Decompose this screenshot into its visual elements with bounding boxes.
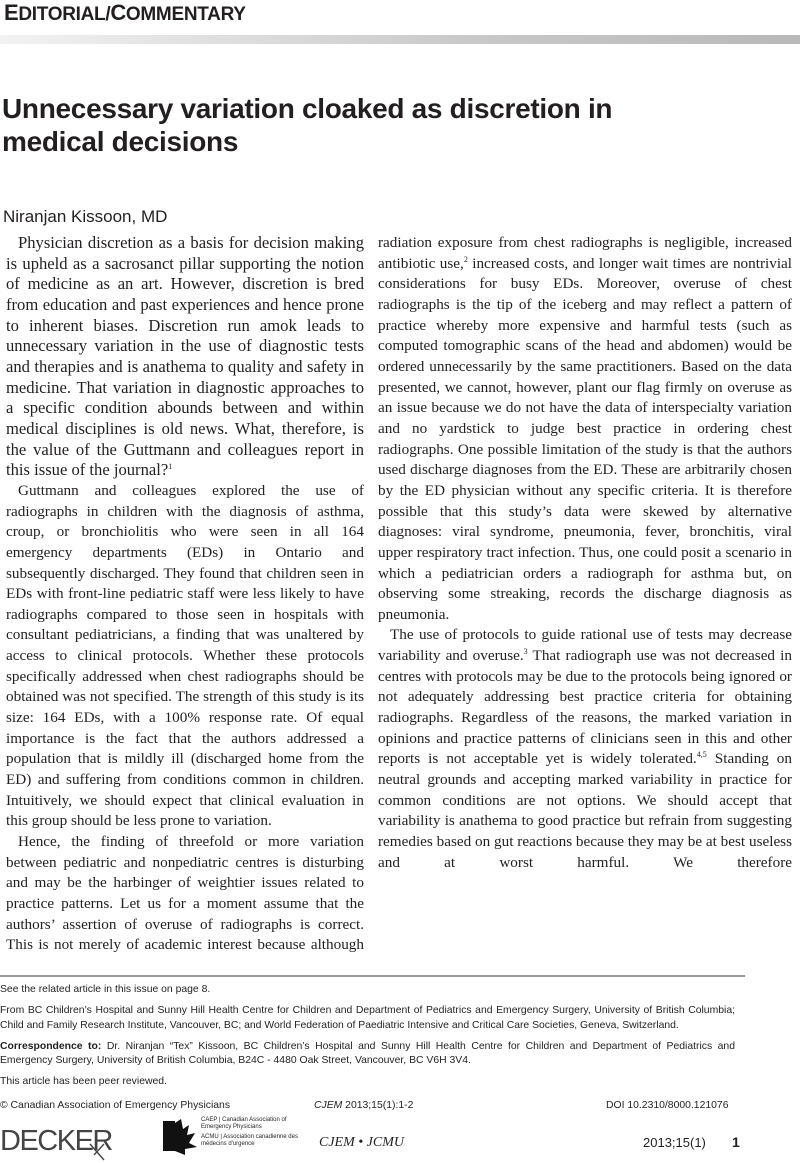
related-article-note: See the related article in this issue on page 8. (0, 983, 211, 995)
citation (314, 1099, 606, 1113)
correspondence-text: Dr. Niranjan “Tex” Kissoon, BC Children’s Hospital and Sunny Hill Health Centre for Children and Department of Pediatrics and Emergency Surgery, University of British Columbia, B24C - 4480 Oak Street, Vancouver, BC V6H 3V4. (0, 1040, 735, 1067)
body-column-left (6, 233, 364, 956)
reference-superscript: 1 (168, 462, 173, 472)
citation-journal: CJEM (314, 1099, 343, 1111)
body-columns (0, 233, 800, 956)
paragraph-text: The use of protocols to guide rational use of tests may decrease variability and overuse. (378, 626, 792, 665)
decker-rx-mark (88, 1143, 108, 1161)
body-paragraph (6, 233, 364, 481)
section-heading: EDITORIAL/COMMENTARY (4, 0, 246, 25)
paragraph-text: radiation exposure from chest radiographs is negligible, increased antibiotic use, (378, 234, 792, 272)
article-flow (0, 233, 800, 1163)
copyright: © Canadian Association of Emergency Physicians (0, 1099, 231, 1111)
header-rule (0, 35, 800, 44)
correspondence-note (0, 1040, 735, 1069)
body-paragraph (6, 481, 364, 832)
paragraph-text: Hence, the finding of threefold or more variation between pediatric and nonpediatric centres is disturbing and may be the harbinger of weightier issues related to practice patterns. Let us for a moment assume that the authors’ assertion of overuse of radiographs is correct. This is not merely of academic interest because although (6, 833, 364, 954)
caep-logo-text-fr: ACMU | Association canadienne des médecins d'urgence (201, 1133, 298, 1147)
caep-logo-text-en: CAEP | Canadian Association of Emergency Physicians (201, 1116, 287, 1130)
paragraph-text: increased costs, and longer wait times are nontrivial considerations for busy EDs. Moreover, overuse of chest radiographs is the tip of the iceberg and may reflect a pattern of practice whereby more expensive and harmful tests (such as computed tomographic scans of the head and abdomen) would be ordered unnecessarily by the same practitioners. Based on the data presented, we cannot, however, plant our flag firmly on overuse as an issue because we do not have the data of interspecialty variation and no yardstick to judge best practice in ordering chest radiographs. One possible limitation of the study is that the authors used discharge diagnoses from the ED. These are arbitrarily chosen by the ED physician without any specific criteria. It is therefore possible that this study’s data were skewed by alternative diagnoses: viral syndrome, pneumonia, fever, bronchitis, viral upper respiratory tract infection. Thus, one could posit a scenario in which a pediatrician orders a radiograph for asthma but, on observing some streaking, records the discharge diagnosis as pneumonia. (378, 254, 793, 623)
caep-logo (163, 1117, 311, 1155)
decker-logo: DECKER (0, 1124, 112, 1157)
reference-superscript: 2 (463, 254, 468, 264)
reference-superscript: 3 (523, 647, 528, 657)
volume-issue: 2013;15(1) (643, 1134, 706, 1150)
page-number: 1 (732, 1133, 740, 1150)
correspondence-label: Correspondence to: (0, 1040, 102, 1052)
article-title: Unnecessary variation cloaked as discretion in medical decisions (2, 93, 613, 157)
caep-maple-leaf-icon (163, 1117, 197, 1155)
doi: DOI 10.2310/8000.121076 (606, 1099, 729, 1111)
body-paragraph (378, 625, 792, 873)
reference-superscript: 4,5 (696, 750, 707, 760)
body-paragraph (6, 832, 364, 956)
page-footer (0, 1115, 800, 1163)
affiliation-note: From BC Children’s Hospital and Sunny Hill Health Centre for Children and Department of Pediatrics and Emergency Surgery, University of British Columbia; Child and Family Research Institute, Vancouver, BC; and World Federation of Paediatric Intensive and Critical Care Societies, Geneva, Switzerland. (0, 1005, 735, 1031)
body-column-right (378, 233, 792, 873)
citation-details: 2013;15(1):1-2 (342, 1099, 414, 1111)
paragraph-text: Standing on neutral grounds and accepting marked variability in practice for common conditions are not options. We should accept that variability is anathema to good practice but refrain from suggesting remedies based on gut reactions because they may be at best useless and at worst harmful. We therefore (378, 750, 792, 871)
journal-name: CJEM • JCMU (319, 1134, 404, 1150)
paragraph-text: Guttmann and colleagues explored the use of radiographs in children with the diagnosis of asthma, croup, or bronchiolitis who were seen in all 164 emergency departments (EDs) in Ontario and subsequently discharged. They found that children seen in EDs with front-line pediatric staff were less likely to have radiographs compared to those seen in hospitals with consultant pediatricians, a finding that was unaltered by access to clinical protocols. Whether these protocols specifically addressed when chest radiographs should be obtained was not specified. The strength of this study is its size: 164 EDs, with a 100% response rate. Of equal importance is the fact that the authors addressed a population that is mildly ill (discharged home from the ED) and suffering from conditions common in children. Intuitively, we should expect that clinical evaluation in this group should be less prone to variation. (6, 481, 364, 830)
peer-review-note: This article has been peer reviewed. (0, 1076, 167, 1088)
citation-row (0, 1099, 735, 1113)
author-byline: Niranjan Kissoon, MD (3, 207, 168, 226)
body-paragraph (378, 233, 792, 625)
paragraph-text: Physician discretion as a basis for decision making is upheld as a sacrosanct pillar supporting the notion of medicine as an art. However, discretion is bred from education and past experiences and hence prone to inherent biases. Discretion run amok leads to unnecessary variation in the use of diagnostic tests and therapies and is anathema to quality and safety in medicine. That variation in diagnostic approaches to a specific condition abounds between and within medical disciplines is old news. What, therefore, is the value of the Guttmann and colleagues report in this issue of the journal? (6, 233, 364, 480)
caep-logo-text (201, 1117, 311, 1151)
footnote-divider (0, 975, 745, 977)
paragraph-text: That radiograph use was not decreased in centres with protocols may be due to the protocols being ignored or not adequately addressing best practice criteria for obtaining radiographs. Regardless of the reasons, the marked variation in opinions and practice patterns of clinicians seen in this and other reports is not acceptable yet is widely tolerated. (378, 647, 792, 768)
